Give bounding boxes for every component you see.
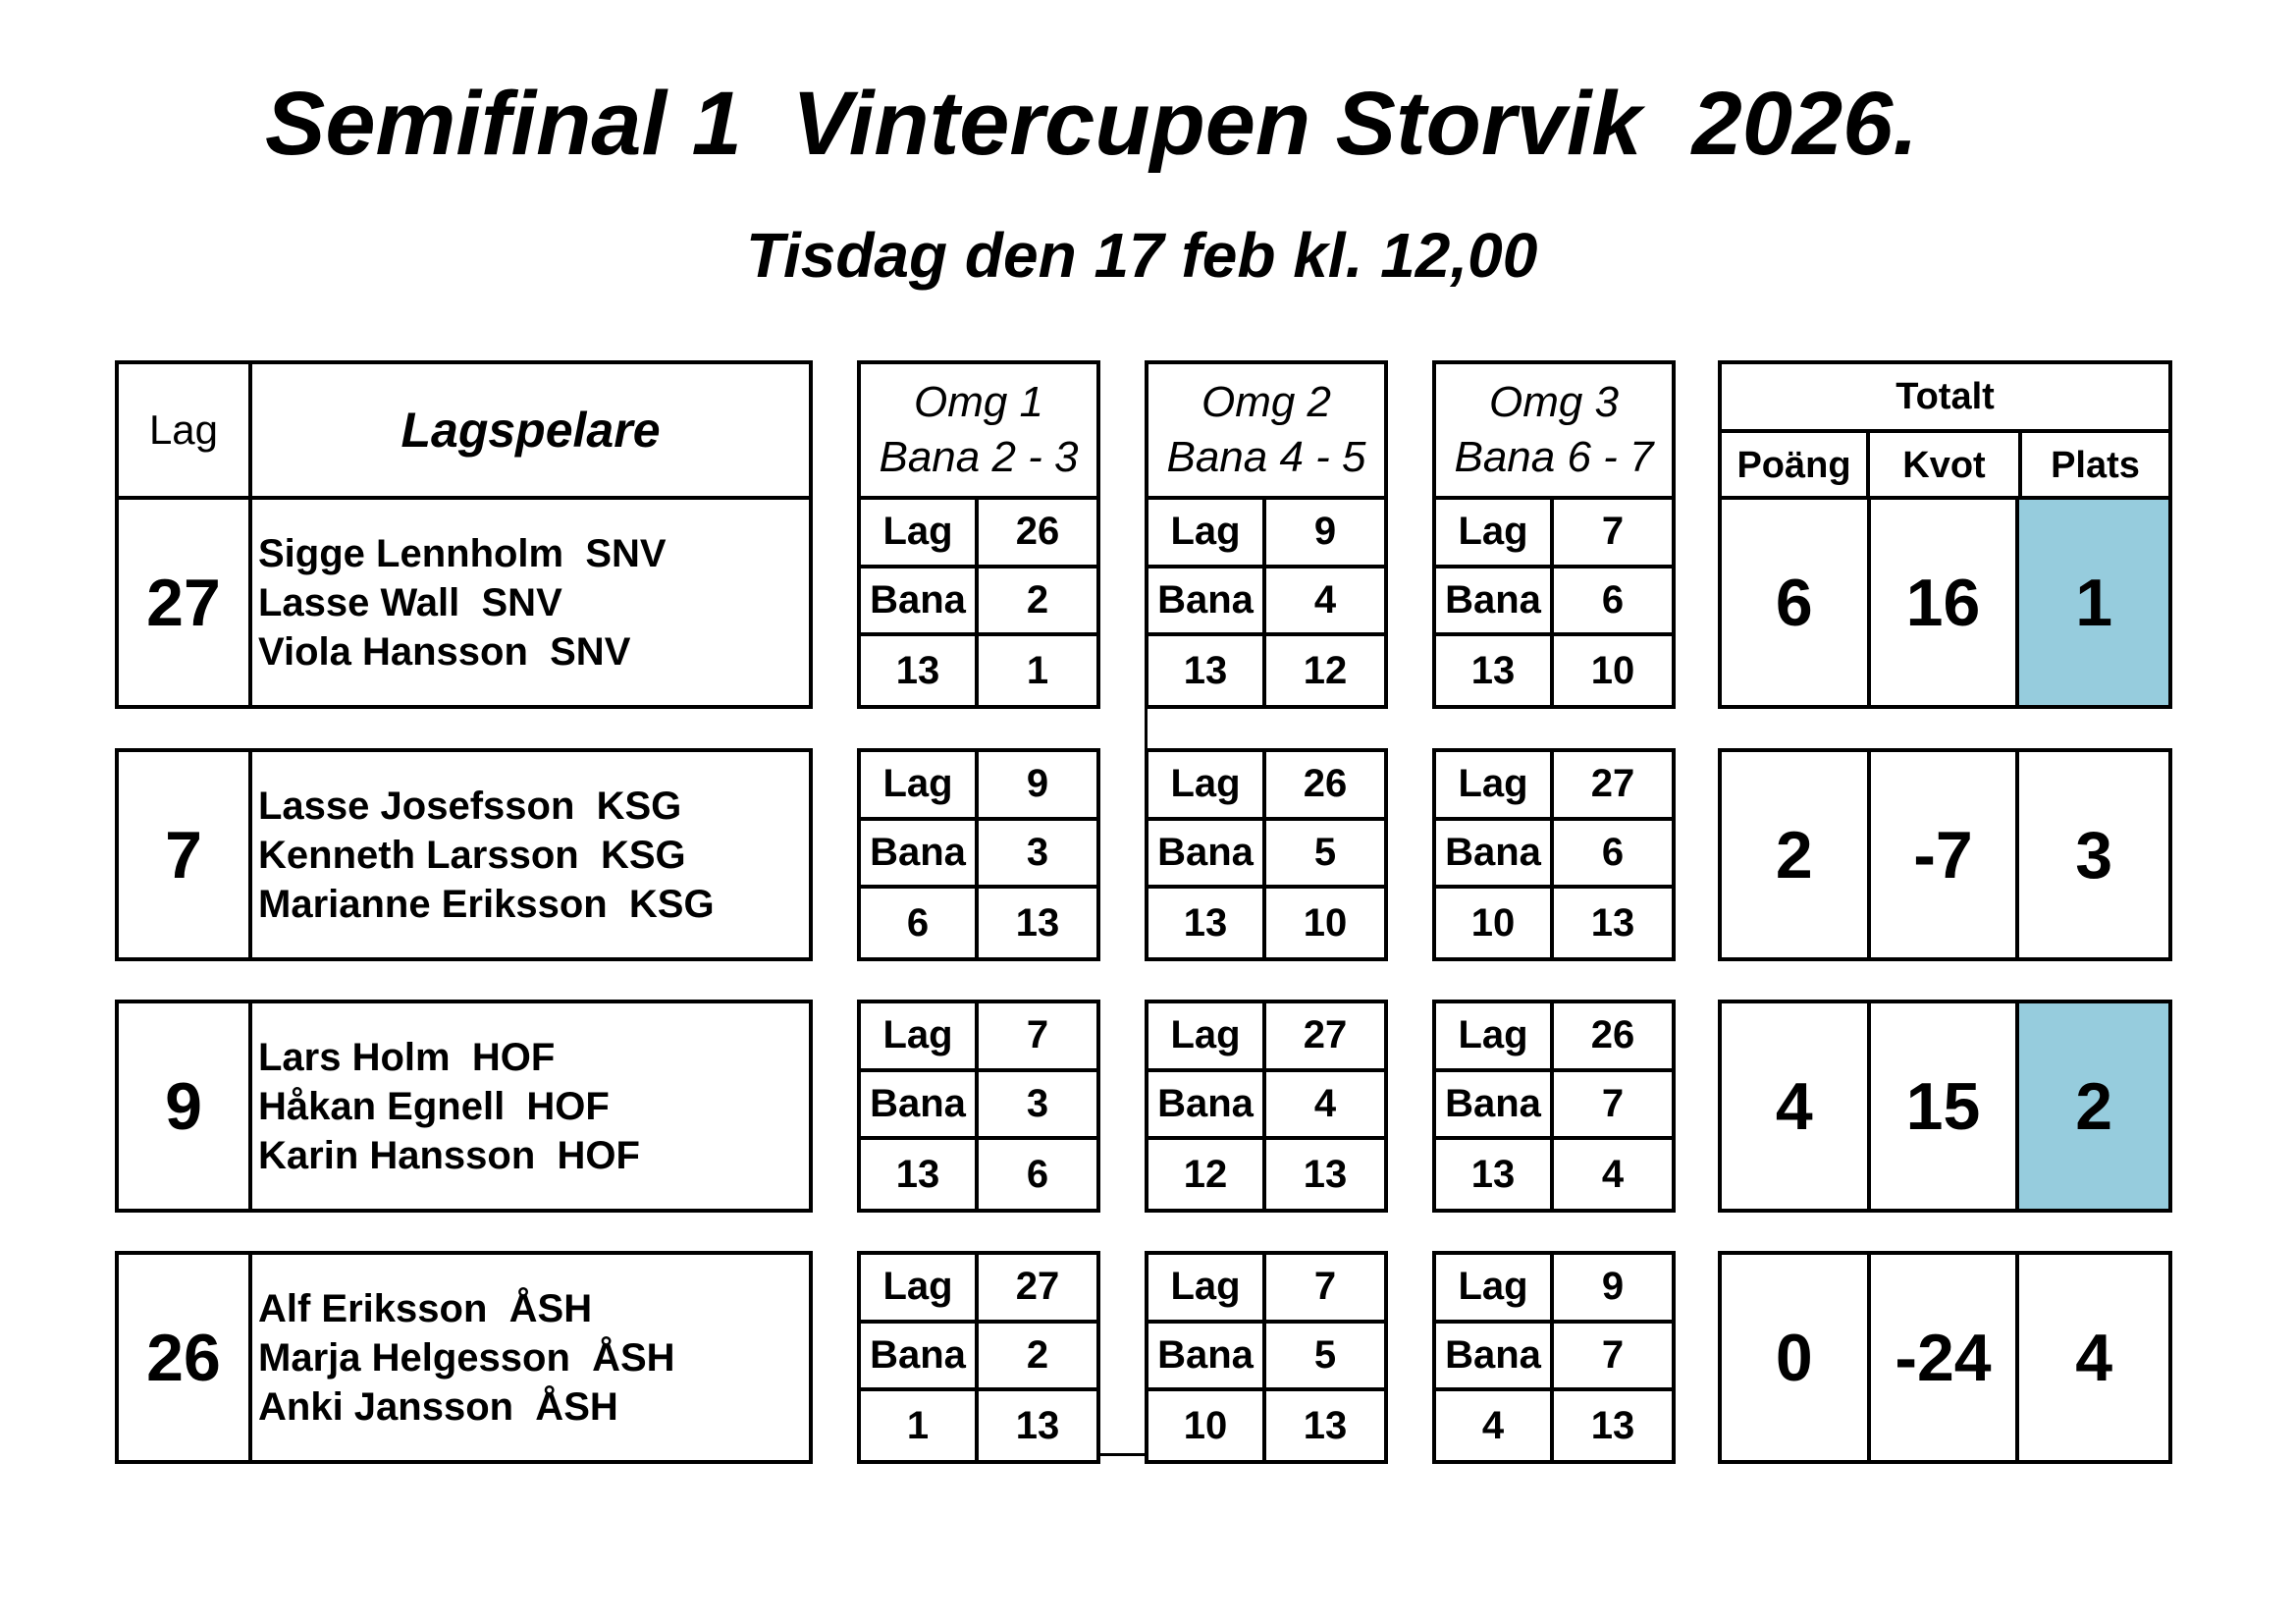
opponent-team: 26 [979,500,1096,568]
lag-label: Lag [1436,500,1554,568]
lane-number: 4 [1266,568,1384,637]
totals-grid [1718,496,2172,709]
team-number: 26 [146,1320,221,1395]
bana-label: Bana [1436,1072,1554,1141]
plats-value: 1 [2019,500,2168,705]
lag-label: Lag [1148,1255,1266,1324]
kvot-value: -7 [1871,752,2020,957]
opponent-team: 27 [979,1255,1096,1324]
poang-label: Poäng [1736,444,1851,486]
round-2-grid [1145,748,1388,961]
lane-number: 4 [1266,1072,1384,1141]
bana-label: Bana [861,1324,979,1392]
round-1-grid [857,496,1100,709]
lag-label: Lag [861,500,979,568]
own-score: 6 [861,889,979,957]
team-players [258,1033,640,1180]
round-3-grid [1432,748,1676,961]
plats-value: 2 [2019,1003,2168,1209]
lane-number: 7 [1554,1324,1672,1392]
round-1-bana: Bana 2 - 3 [879,433,1079,481]
lane-number: 2 [979,1324,1096,1392]
player-name: Anki Jansson ÅSH [258,1385,618,1429]
opponent-score: 6 [1026,1152,1049,1196]
opponent-team: 9 [1554,1255,1672,1324]
player-name: Karin Hansson HOF [258,1134,640,1177]
bana-label: Bana [1148,1324,1266,1392]
bana-label: Bana [861,568,979,637]
own-score: 1 [861,1391,979,1460]
round-2-grid [1145,496,1388,709]
own-score: 4 [1436,1391,1554,1460]
team-number: 27 [146,565,221,640]
opponent-score: 13 [1303,1403,1348,1447]
team-players [258,529,667,677]
opponent-team: 27 [1554,752,1672,821]
page-title: Semifinal 1 Vintercupen Storvik 2026. [265,74,1918,174]
opponent-team: 26 [1266,752,1384,821]
totalt-label: Totalt [1896,375,1995,417]
round-2-omg: Omg 2 [1201,378,1332,426]
round-3-header-text [1436,371,1672,489]
plats-value: 4 [2075,1320,2113,1395]
own-score: 13 [1436,636,1554,705]
own-score: 12 [1148,1140,1266,1209]
totals-grid [1718,1251,2172,1464]
player-name: Alf Eriksson ÅSH [258,1287,593,1330]
opponent-team: 7 [979,1003,1096,1072]
plats-value: 3 [2075,817,2113,893]
round-1-grid [857,748,1100,961]
lag-label: Lag [1436,1255,1554,1324]
lane-number: 6 [1554,821,1672,890]
bana-label: Bana [1436,1324,1554,1392]
bana-label: Bana [861,1072,979,1141]
player-name: Lasse Josefsson KSG [258,785,682,828]
round-2-grid [1145,1000,1388,1213]
opponent-team: 26 [1554,1003,1672,1072]
lag-label: Lag [1436,752,1554,821]
bana-label: Bana [1148,821,1266,890]
opponent-score: 13 [1590,900,1635,945]
connector-bottom [1096,1453,1148,1456]
bana-label: Bana [861,821,979,890]
totals-grid [1718,748,2172,961]
round-3-grid [1432,1251,1676,1464]
lane-number: 5 [1266,821,1384,890]
player-name: Marja Helgesson ÅSH [258,1336,675,1380]
lagspelare-header: Lagspelare [400,403,661,458]
opponent-score: 10 [1303,900,1348,945]
lane-number: 3 [979,821,1096,890]
team-number: 7 [165,817,202,893]
bana-label: Bana [1436,821,1554,890]
lag-label: Lag [861,752,979,821]
connector-line [1145,699,1148,750]
opponent-score: 13 [1015,1403,1060,1447]
opponent-score: 10 [1590,648,1635,692]
opponent-team: 9 [1266,500,1384,568]
round-1-grid [857,1251,1100,1464]
lag-label: Lag [1148,752,1266,821]
lag-label: Lag [1148,500,1266,568]
plats-label: Plats [2051,444,2140,486]
opponent-team: 27 [1266,1003,1384,1072]
own-score: 10 [1148,1391,1266,1460]
round-3-grid [1432,1000,1676,1213]
bana-label: Bana [1148,1072,1266,1141]
lag-label: Lag [1436,1003,1554,1072]
own-score: 13 [861,1140,979,1209]
lane-number: 2 [979,568,1096,637]
team-lag-divider [248,1000,252,1213]
poang-value: 6 [1722,500,1871,705]
bana-label: Bana [1436,568,1554,637]
round-2-header-text [1148,371,1384,489]
round-3-omg: Omg 3 [1488,378,1620,426]
poang-value: 2 [1722,752,1871,957]
team-players [258,782,715,929]
opponent-score: 4 [1601,1152,1625,1196]
round-1-grid [857,1000,1100,1213]
lane-number: 7 [1554,1072,1672,1141]
poang-value: 4 [1722,1003,1871,1209]
player-name: Lars Holm HOF [258,1036,556,1079]
opponent-score: 13 [1303,1152,1348,1196]
kvot-value: -24 [1871,1255,2020,1460]
player-name: Lasse Wall SNV [258,581,562,624]
opponent-team: 7 [1266,1255,1384,1324]
lag-label: Lag [861,1003,979,1072]
own-score: 13 [1148,889,1266,957]
own-score: 13 [861,636,979,705]
player-name: Sigge Lennholm SNV [258,532,667,575]
own-score: 13 [1148,636,1266,705]
lane-number: 3 [979,1072,1096,1141]
page-subtitle: Tisdag den 17 feb kl. 12,00 [746,220,1538,291]
lag-label: Lag [861,1255,979,1324]
opponent-team: 9 [979,752,1096,821]
team-number: 9 [165,1068,202,1144]
team-lag-divider [248,748,252,961]
player-name: Marianne Eriksson KSG [258,883,715,926]
round-1-header-text [861,371,1096,489]
opponent-score: 13 [1015,900,1060,945]
bana-label: Bana [1148,568,1266,637]
lag-label: Lag [1148,1003,1266,1072]
own-score: 10 [1436,889,1554,957]
kvot-value: 15 [1871,1003,2020,1209]
lane-number: 6 [1554,568,1672,637]
lane-number: 5 [1266,1324,1384,1392]
kvot-label: Kvot [1902,444,1986,486]
totals-grid [1718,1000,2172,1213]
opponent-score: 1 [1026,648,1049,692]
round-2-grid [1145,1251,1388,1464]
opponent-score: 13 [1590,1403,1635,1447]
round-3-bana: Bana 6 - 7 [1454,433,1654,481]
opponent-score: 12 [1303,648,1348,692]
opponent-team: 7 [1554,500,1672,568]
team-lag-divider [248,1251,252,1464]
own-score: 13 [1436,1140,1554,1209]
team-players [258,1284,675,1432]
poang-value: 0 [1722,1255,1871,1460]
lag-header: Lag [148,406,219,453]
player-name: Kenneth Larsson KSG [258,834,686,877]
player-name: Håkan Egnell HOF [258,1085,610,1128]
kvot-value: 16 [1871,500,2020,705]
round-1-omg: Omg 1 [913,378,1044,426]
player-name: Viola Hansson SNV [258,630,631,674]
round-3-grid [1432,496,1676,709]
round-2-bana: Bana 4 - 5 [1166,433,1366,481]
